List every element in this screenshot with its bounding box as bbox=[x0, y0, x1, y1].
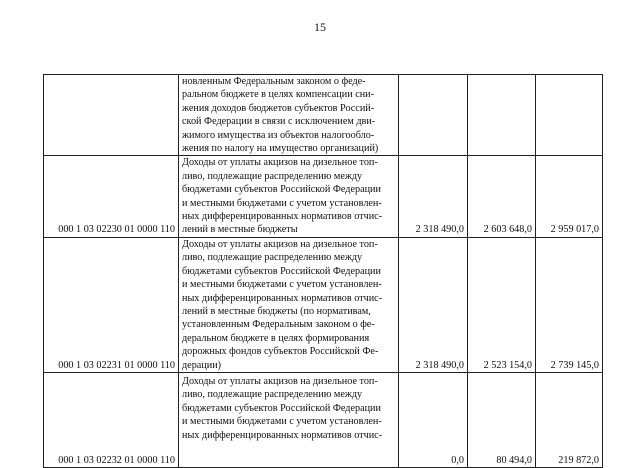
amount-year-1-cell: 0,0 bbox=[399, 372, 468, 467]
amount-year-3-cell bbox=[536, 75, 603, 156]
amount-year-2-cell: 2 523 154,0 bbox=[468, 237, 536, 372]
revenue-table bbox=[43, 74, 603, 468]
amount-year-3-cell: 219 872,0 bbox=[536, 372, 603, 467]
amount-year-2-cell: 2 603 648,0 bbox=[468, 156, 536, 237]
amount-year-1-cell: 2 318 490,0 bbox=[399, 156, 468, 237]
table-row bbox=[44, 372, 603, 467]
amount-year-1-cell: 2 318 490,0 bbox=[399, 237, 468, 372]
amount-year-1-cell bbox=[399, 75, 468, 156]
amount-year-3-cell: 2 739 145,0 bbox=[536, 237, 603, 372]
description-cell: Доходы от уплаты акцизов на дизельное топ- ливо, подлежащие распределению между бюджетами субъектов Российской Федерации и местными бюджетами с учетом установлен- ных дифференцированных нормативов отчис- лений в местные бюджеты bbox=[179, 156, 399, 237]
table-row bbox=[44, 75, 603, 156]
table-row bbox=[44, 237, 603, 372]
description-cell: Доходы от уплаты акцизов на дизельное топ- ливо, подлежащие распределению между бюджетами субъектов Российской Федерации и местными бюджетами с учетом установлен- ных дифференцированных нормативов отчис- лений в местные бюджеты (по нормативам, установленным Федеральным законом о фе- деральном бюджете в целях формирования дорожных фондов субъектов Российской Фе- дерации) bbox=[179, 237, 399, 372]
description-cell bbox=[179, 372, 399, 467]
amount-year-3-cell: 2 959 017,0 bbox=[536, 156, 603, 237]
amount-year-2-cell: 80 494,0 bbox=[468, 372, 536, 467]
amount-year-2-cell bbox=[468, 75, 536, 156]
budget-code-cell: 000 1 03 02231 01 0000 110 bbox=[44, 237, 179, 372]
budget-code-cell: 000 1 03 02232 01 0000 110 bbox=[44, 372, 179, 467]
budget-code-cell bbox=[44, 75, 179, 156]
table-row bbox=[44, 156, 603, 237]
budget-code-cell: 000 1 03 02230 01 0000 110 bbox=[44, 156, 179, 237]
description-cell: новленным Федеральным законом о феде- ральном бюджете в целях компенсации сни- жения доходов бюджетов субъектов Россий- ской Федерации в связи с исключением дви- жимого имущества из объектов налогообло- жения по налогу на имущество организаций) bbox=[179, 75, 399, 156]
description-text: Доходы от уплаты акцизов на дизельное топ- ливо, подлежащие распределению между бюджетами субъектов Российской Федерации и местными бюджетами с учетом установлен- ных дифференцированных нормативов отчис- bbox=[182, 375, 383, 441]
page-number: 15 bbox=[314, 20, 326, 34]
